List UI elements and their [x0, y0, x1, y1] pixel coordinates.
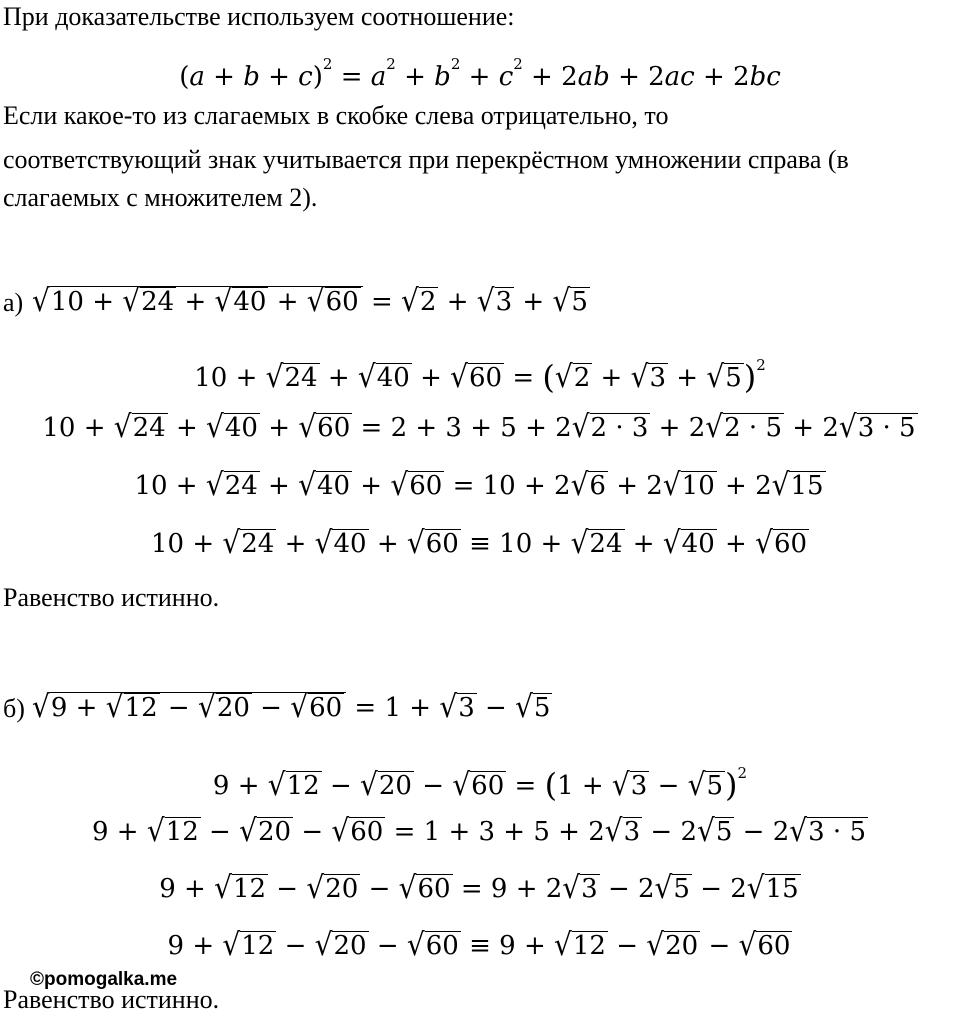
part-a-label: а): [3, 288, 24, 317]
paragraph-line-2: соответствующий знак учитывается при перекрёстном умножении справа (в: [3, 145, 849, 174]
part-b-conclusion: Равенство истинно.: [3, 985, 220, 1014]
part-a-statement: √10 + √24 + √40 + √60 = √2 + √3 + √5: [32, 282, 588, 319]
part-b-label: б): [3, 694, 25, 723]
part-a-step-2: 10 + √24 + √40 + √60 = 2 + 3 + 5 + 2√2 · 3 + 2√2 · 5 + 2√3 · 5: [42, 408, 916, 445]
part-b-step-3: 9 + √12 − √20 − √60 = 9 + 2√3 − 2√5 − 2√15: [159, 869, 799, 906]
part-b-step-2: 9 + √12 − √20 − √60 = 1 + 3 + 5 + 2√3 − 2√5 − 2√3 · 5: [92, 812, 866, 849]
part-b-step-1: $9 + √12 - √20 - √60 = (1 + √3 - √5)^2$: [212, 764, 748, 804]
intro-line: При доказательстве используем соотношение:: [3, 2, 515, 31]
part-b-step-4: 9 + √12 − √20 − √60 ≡ 9 + √12 − √20 − √60: [167, 926, 791, 963]
part-a-step-4: 10 + √24 + √40 + √60 ≡ 10 + √24 + √40 + √60: [150, 524, 808, 561]
part-a-conclusion: Равенство истинно.: [3, 583, 220, 612]
part-a-step-3: 10 + √24 + √40 + √60 = 10 + 2√6 + 2√10 + 2√15: [134, 466, 824, 503]
identity-formula: $(a + b + c)^2 = a^2 + b^2 + c^2 + 2ab + 2ac + 2bc$: [179, 55, 781, 92]
paragraph-line-1: Если какое-то из слагаемых в скобке слева отрицательно, то: [3, 101, 669, 130]
paragraph-line-3: слагаемых с множителем 2).: [3, 183, 318, 212]
part-b-statement: √9 + √12 − √20 − √60 = 1 + √3 − √5: [32, 688, 551, 725]
part-a-step-1: $10 + √24 + √40 + √60 = (√2 + √3 + √5)^2$: [194, 356, 766, 396]
watermark: ©pomogalka.me: [30, 969, 178, 990]
